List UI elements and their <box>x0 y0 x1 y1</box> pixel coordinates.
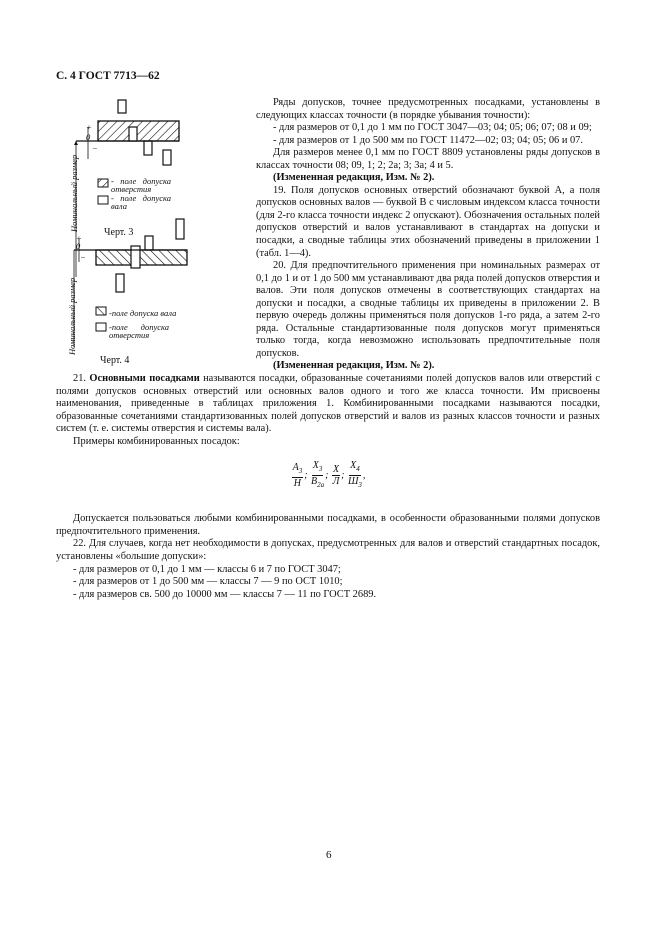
page-header: С. 4 ГОСТ 7713—62 <box>56 70 160 82</box>
paragraph: Ряды допусков, точнее предусмотренных посадками, установлены в следующих классах точности (в порядке убывания точности): <box>256 97 600 121</box>
subscript: 3 <box>298 467 303 476</box>
amendment-note: (Измененная редакция, Изм. № 2). <box>273 172 435 184</box>
denominator: Л <box>332 476 340 488</box>
denominator: Ш <box>347 476 359 488</box>
subscript: 3 <box>318 465 323 474</box>
paragraph: Допускается пользоваться любыми комбинированными посадками, в особенности образованными полями допусков предпочтительного применения. <box>56 513 600 537</box>
figures-column <box>56 97 256 367</box>
fit-formula <box>56 460 600 491</box>
plus-sign: + <box>86 122 92 132</box>
figure-4-caption: Черт. 4 <box>100 355 130 366</box>
legend-shaft-tolerance: -поле допуска вала <box>109 308 177 318</box>
term: Основными посадками <box>89 373 200 385</box>
denominator: B <box>311 476 318 488</box>
separator: ; <box>325 470 329 482</box>
list-item: - для размеров св. 500 до 10000 мм — классы 7 — 11 по ГОСТ 2689. <box>73 588 377 600</box>
amendment-note: (Измененная редакция, Изм. № 2). <box>273 360 435 372</box>
minus-sign: − <box>92 143 98 153</box>
separator: ; <box>341 470 345 482</box>
list-item: - для размеров от 0,1 до 1 мм — классы 6 и 7 по ГОСТ 3047; <box>73 563 341 575</box>
separator: , <box>362 470 366 482</box>
fraction <box>348 460 362 491</box>
axis-label: Номинальный размер <box>67 277 77 355</box>
numerator: X <box>350 460 357 472</box>
paragraph-20: 20. Для предпочтительного применения при номинальных размерах от 0,1 до 1 и от 1 до 500 мм устанавливают два ряда полей допусков отверстия и валов. Эти поля допусков отмечены в соответствующих стандартах на допуски и посадки, а сводные таблицы их приведены в приложении 2. В первую очередь должны применяться поля допусков 1-го ряда, а затем 2-го ряда. Остальные стандартизованные поля допусков могут применяться только тогда, когда невозможно использовать предпочтительные поля допусков. <box>256 260 600 359</box>
list-item: - для размеров от 1 до 500 мм по ГОСТ 11472—02; 03; 04; 05; 06 и 07. <box>273 134 583 146</box>
separator: ; <box>304 470 308 482</box>
legend-hole-tolerance: -поле допуска отверстия <box>109 322 169 340</box>
p21-text: называются посадки, образованные сочетаниями полей допусков валов или отверстий с полями допусков основных отверстий или основных валов одного и того же класса точности. Им присвоены наименования, приведенные в таблицах приложения 1. Комбинированными посадками называются посадки, образованные сочетаниями стандартизованных полей допусков отверстий и валов из разных классов точности и разных систем (т. е. системы отверстия и системы вала). <box>56 373 601 435</box>
document-body <box>56 97 600 601</box>
fraction <box>311 460 324 491</box>
paragraph-19: 19. Поля допусков основных отверстий обозначают буквой А, а поля допусков основных валов — буквой В с числовым индексом класса точности (для 2-го класса точности индекс 2 опускают). Обозначения остальных полей допусков отверстий и валов устанавливают в стандартах на допуски и посадки, а сводные таблицы этих обозначений приведены в приложении 1 (табл. 1—4). <box>256 184 600 259</box>
minus-sign: − <box>80 252 86 262</box>
zero-line-label: 0 <box>76 241 81 251</box>
list-item: - для размеров от 1 до 500 мм — классы 7 — 9 по ОСТ 1010; <box>73 576 343 588</box>
fraction <box>332 464 340 487</box>
paragraph-21 <box>56 373 600 436</box>
numerator: X <box>333 464 340 476</box>
numerator: A <box>292 462 299 474</box>
paragraph: Для размеров менее 0,1 мм по ГОСТ 8809 установлены ряды допусков в классах точности 08; 09, 1; 2; 2а; 3; 3а; 4 и 5. <box>256 147 600 171</box>
numerator: X <box>312 460 319 472</box>
subscript: 2a <box>317 481 325 490</box>
subscript: 4 <box>356 465 360 474</box>
legend-shaft-tolerance: - поле допуска вала <box>111 193 171 211</box>
p21-number: 21. <box>73 373 90 385</box>
fraction <box>292 462 304 489</box>
plus-sign: + <box>76 233 82 243</box>
axis-label: Номинальный размер <box>69 154 79 232</box>
legend-hole-tolerance: - поле допуска отверстия <box>111 176 171 194</box>
page-number: 6 <box>326 849 332 861</box>
denominator: H <box>293 478 302 490</box>
examples-label: Примеры комбинированных посадок: <box>73 435 240 447</box>
list-item: - для размеров от 0,1 до 1 мм по ГОСТ 3047—03; 04; 05; 06; 07; 08 и 09; <box>273 122 592 134</box>
zero-line-label: 0 <box>86 132 91 142</box>
paragraph-22: 22. Для случаев, когда нет необходимости в допусках, предусмотренных для валов и отверстий стандартных посадок, установлены «большие допуски»: <box>56 538 600 562</box>
subscript: 3 <box>358 481 362 490</box>
figure-3-caption: Черт. 3 <box>104 227 134 238</box>
